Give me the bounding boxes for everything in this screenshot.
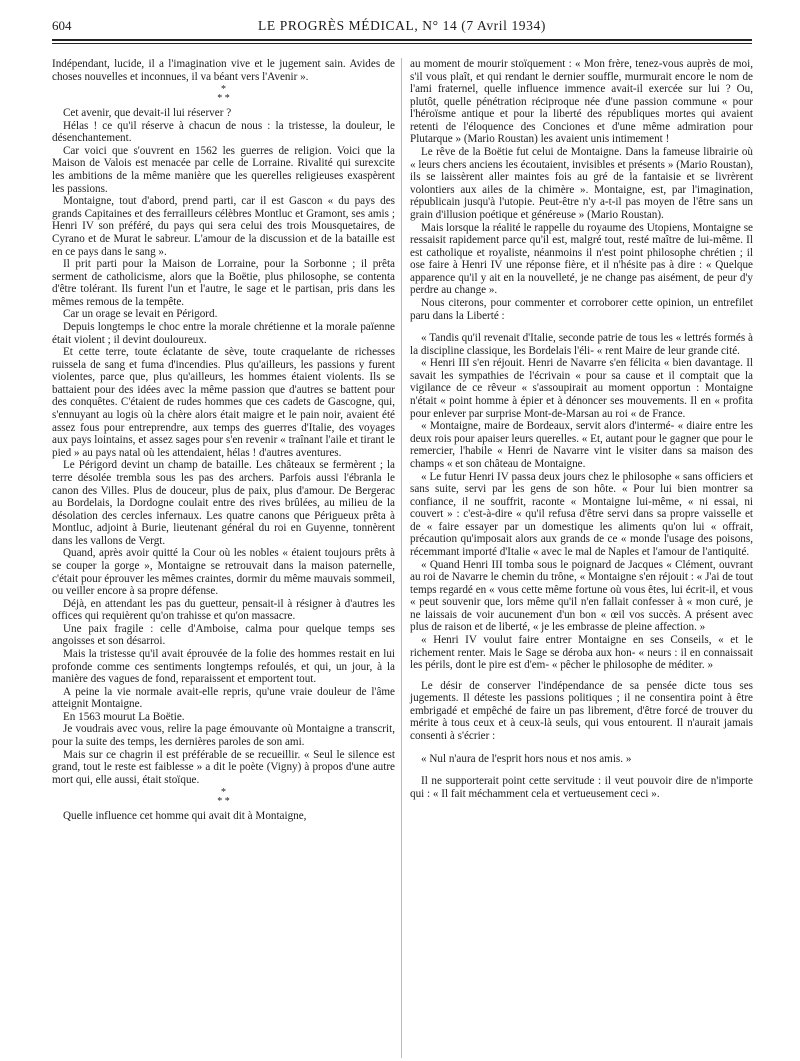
quoted-paragraph: « Quand Henri III tomba sous le poignard de Jacques « Clément, ouvrant au roi de Navarre le chemin du trône, « Montaigne s'en réjouit : « J'ai de tout temps regardé en « vous cette même fortune où vous êtes, lui écrit-il, et vous « peut souvenir que, lors même qu'il n'en fallait confesser à « mon curé, je ne laissais de voir aucunement d'un bon « œil vos succès. A présent avec plus de raison et de liberté, « je les embrasse de pleine affection. » <box>410 558 753 634</box>
paragraph: Le Périgord devint un champ de bataille. Les châteaux se fermèrent ; la terre désolée trembla sous les pas des archers. Parfois aussi l'ébranla le canon des Villes. Plus de douceur, plus de paix, plus d'amour. De Bergerac au Bordelais, la Dordogne coulait entre des rives brûlées, au milieu de la désolation des cercles infernaux. Les quatre canons que Périgueux prêta à Montluc, adjoint à Burie, lieutenant général du roi en Guyenne, tonnèrent dans les vallons de Vergt. <box>52 459 395 547</box>
quoted-paragraph: « Henri III s'en réjouit. Henri de Navarre s'en félicita « bien davantage. Il savait les sympathies de l'écrivain « pour sa cause et il comptait que la vigilance de ce rêveur « s'assoupirait au moment opportun : Montaigne n'était « point homme à épier et à dénoncer ses mouvements. Il en « profita pour enlever par surprise Mont-de-Marsan au roi « de France. <box>410 357 753 420</box>
paragraph: Il prit parti pour la Maison de Lorraine, pour la Sorbonne ; il prêta serment de catholicisme, alors que la Boëtie, plus philosophe, se contenta d'être tolérant. Ils furent l'un et l'autre, le sage et le partisan, pris dans les mêmes remous de la tempête. <box>52 258 395 308</box>
quoted-paragraph: « Montaigne, maire de Bordeaux, servit alors d'intermé- « diaire entre les deux rois pour apaiser leurs querelles. « Et, autant pour le gagner que pour le remercier, l'habile « Henri de Navarre vint le visiter dans sa maison des champs « et son château de Montaigne. <box>410 420 753 470</box>
header-rule-thick <box>52 39 752 41</box>
quoted-paragraph: « Le futur Henri IV passa deux jours chez le philosophe « sans officiers et sans suite, servi par les gens de son hôte. « Pour lui bien montrer sa confiance, il ne souffrit, raconte « Montaigne lui-même, « ni essai, ni couvert » : c'est-à-dire « qu'il refusa d'être servi dans sa propre vaisselle et de « faire essayer par un domestique les aliments qu'on lui « offrait, précaution qu'imposait alors aux grands de ce « monde l'usage des poisons, récemmant importé d'Italie « avec le mal de Naples et l'amour de l'antiquité. <box>410 470 753 558</box>
page-header <box>52 18 752 40</box>
journal-title: LE PROGRÈS MÉDICAL, N° 14 (7 Avril 1934) <box>258 18 546 33</box>
quoted-paragraph: « Henri IV voulut faire entrer Montaigne en ses Conseils, « et le richement renter. Mais le Sage se déroba aux hon- « neurs : il en connaissait les périls, dont le pire est d'em- « pêcher le philosophe de méditer. » <box>410 634 753 672</box>
page-number: 604 <box>52 18 72 33</box>
paragraph: Mais sur ce chagrin il est préférable de se recueillir. « Seul le silence est grand, tout le reste est faiblesse » a dit le poète (Vigny) à propos d'une autre mort qui, elle aussi, était stoïque. <box>52 748 395 786</box>
paragraph: A peine la vie normale avait-elle repris, qu'une vraie douleur de l'âme atteignit Montaigne. <box>52 685 395 711</box>
paragraph: Mais la tristesse qu'il avait éprouvée de la folie des hommes restait en lui profonde comme ces sentiments longtemps refoulés, et qui, un jour, à la manière des vagues de fond, reparaissent et emportent tout. <box>52 648 395 686</box>
paragraph: Hélas ! ce qu'il réserve à chacun de nous : la tristesse, la douleur, le désenchantement. <box>52 119 395 145</box>
header-rule-thin <box>52 43 752 44</box>
paragraph: Indépendant, lucide, il a l'imagination vive et le jugement sain. Avides de choses nouvelles et inconnues, il va béant vers l'Avenir ». <box>52 58 395 83</box>
section-break-asterism: * * * <box>217 84 230 105</box>
quoted-line: « Nul n'aura de l'esprit hors nous et nos amis. » <box>421 752 632 765</box>
paragraph: Car un orage se levait en Périgord. <box>63 308 218 321</box>
paragraph: Montaigne, tout d'abord, prend parti, car il est Gascon « du pays des grands Capitaines et des ferrailleurs célèbres Montluc et Gramont, ses amis ; Henri IV son préféré, du pays qui sera celui des trois Mousquetaires, de Cyrano et de Murat le sabreur. L'amour de la discussion et de la bataille est en ce pays dans le sang ». <box>52 195 395 258</box>
paragraph: En 1563 mourut La Boëtie. <box>63 710 185 723</box>
left-column <box>52 58 395 823</box>
paragraph: Le rêve de la Boëtie fut celui de Montaigne. Dans la fameuse librairie où « leurs chers anciens les écoutaient, invisibles et présents » (Mario Roustan), ils se laissèrent aller maintes fois au gré de la fantaisie et se livrèrent volontiers aux ailes de la chimère ». Montaigne, est, par l'imagination, républicain jusqu'à l'utopie. Peut-être n'y a-t-il pas moyen de l'être sans un grain d'illusion poétique et généreuse » (Mario Roustan). <box>410 146 753 221</box>
paragraph: Je voudrais avec vous, relire la page émouvante où Montaigne a transcrit, pour la suite des temps, les dernières paroles de son ami. <box>52 723 395 749</box>
paragraph: Le désir de conserver l'indépendance de sa pensée dicte tous ses jugements. Il déteste les passions politiques ; il ne consentira point à être embrigadé et empêché de faire un pas librement, d'être forcé de trouver du mérite à tous ceux et à ceux-là seuls, qui vous entourent. Il n'aurait jamais consenti à s'écrier : <box>410 679 753 743</box>
paragraph: Il ne supporterait point cette servitude : il veut pouvoir dire de n'importe qui : « Il fait méchamment cela et vertueusement ceci ». <box>410 775 753 800</box>
paragraph: Quand, après avoir quitté la Cour où les nobles « étaient toujours prêts à se couper la gorge », Montaigne se retrouvait dans la maison paternelle, c'était pour éprouver les mêmes craintes, dormir du même mauvais sommeil, ou veiller encore à sa propre défense. <box>52 547 395 598</box>
quoted-paragraph: « Tandis qu'il revenait d'Italie, seconde patrie de tous les « lettrés formés à la discipline classique, les Bordelais l'éli- « rent Maire de leur grande cité. <box>410 332 753 357</box>
section-break-asterism: * * * <box>217 787 230 808</box>
paragraph: Une paix fragile : celle d'Amboise, calma pour quelque temps ses angoisses et son désarroi. <box>52 622 395 648</box>
paragraph: Et cette terre, toute éclatante de sève, toute craquelante de richesses ruissela de sang et fuma d'incendies. Plus qu'ailleurs, les passions y furent violentes, parce que, plus qu'ailleurs, les hommes étaient violents. Ils se battaient pour des idées avec la même passion que d'autres se battent pour des conquêtes. C'étaient de rudes hommes que ces cadets de Gascogne, qui, s'ennuyant au logis où la chère alors était maigre et le pain noir, avaient été assez fous pour entreprendre, aux temps des guerres d'Italie, des voyages aux pays lointains, et assez sages pour s'en revenir « traînant l'aile et tirant le pied » au pays natal où les attendaient, hélas ! d'autres aventures. <box>52 346 395 459</box>
paragraph: Quelle influence cet homme qui avait dit à Montaigne, <box>63 810 307 823</box>
paragraph: au moment de mourir stoïquement : « Mon frère, tenez-vous auprès de moi, s'il vous plaît, et qui rendant le dernier souffle, murmurait encore le nom de l'ami fraternel, quelle influence immence avait-il exercée sur lui ? Ou, plutôt, quelle pénétration réciproque née d'une passion commune « pour l'héroïsme antique et pour la liberté des républiques mortes qui avaient retenti de l'éloquence des Conciones et d'une même admiration pour Plutarque » (Mario Roustan) les avaient unis intimement ! <box>410 58 753 146</box>
paragraph: Mais lorsque la réalité le rappelle du royaume des Utopiens, Montaigne se ressaisit rapidement parce qu'il est, malgré tout, resté maître de lui-même. Il est catholique et royaliste, néanmoins il n'est point philosophe chrétien ; il ose faire à Henri IV une réponse fière, et il n'hésite pas à dire : « Quelque apparence qu'il y ait en la nouvelleté, je ne change pas aisément, de peur d'y perdre au change ». <box>410 221 753 297</box>
paragraph: Cet avenir, que devait-il lui réserver ? <box>63 107 232 120</box>
paragraph: Déjà, en attendant les pas du guetteur, pensait-il à résigner à d'autres les offices qui requièrent qu'on trahisse et qu'on massacre. <box>52 597 395 623</box>
right-column <box>410 58 753 800</box>
paragraph: Car voici que s'ouvrent en 1562 les guerres de religion. Voici que la Maison de Valois est menacée par celle de Lorraine. Rivalité qui surexcite les ambitions de la même manière que les querelles religieuses exaspèrent les passions. <box>52 144 395 195</box>
paragraph: Depuis longtemps le choc entre la morale chrétienne et la morale païenne était violent ; il devint douloureux. <box>52 320 395 346</box>
paragraph: Nous citerons, pour commenter et corroborer cette opinion, un entrefilet paru dans la Liberté : <box>410 296 753 322</box>
column-divider <box>401 58 402 1058</box>
